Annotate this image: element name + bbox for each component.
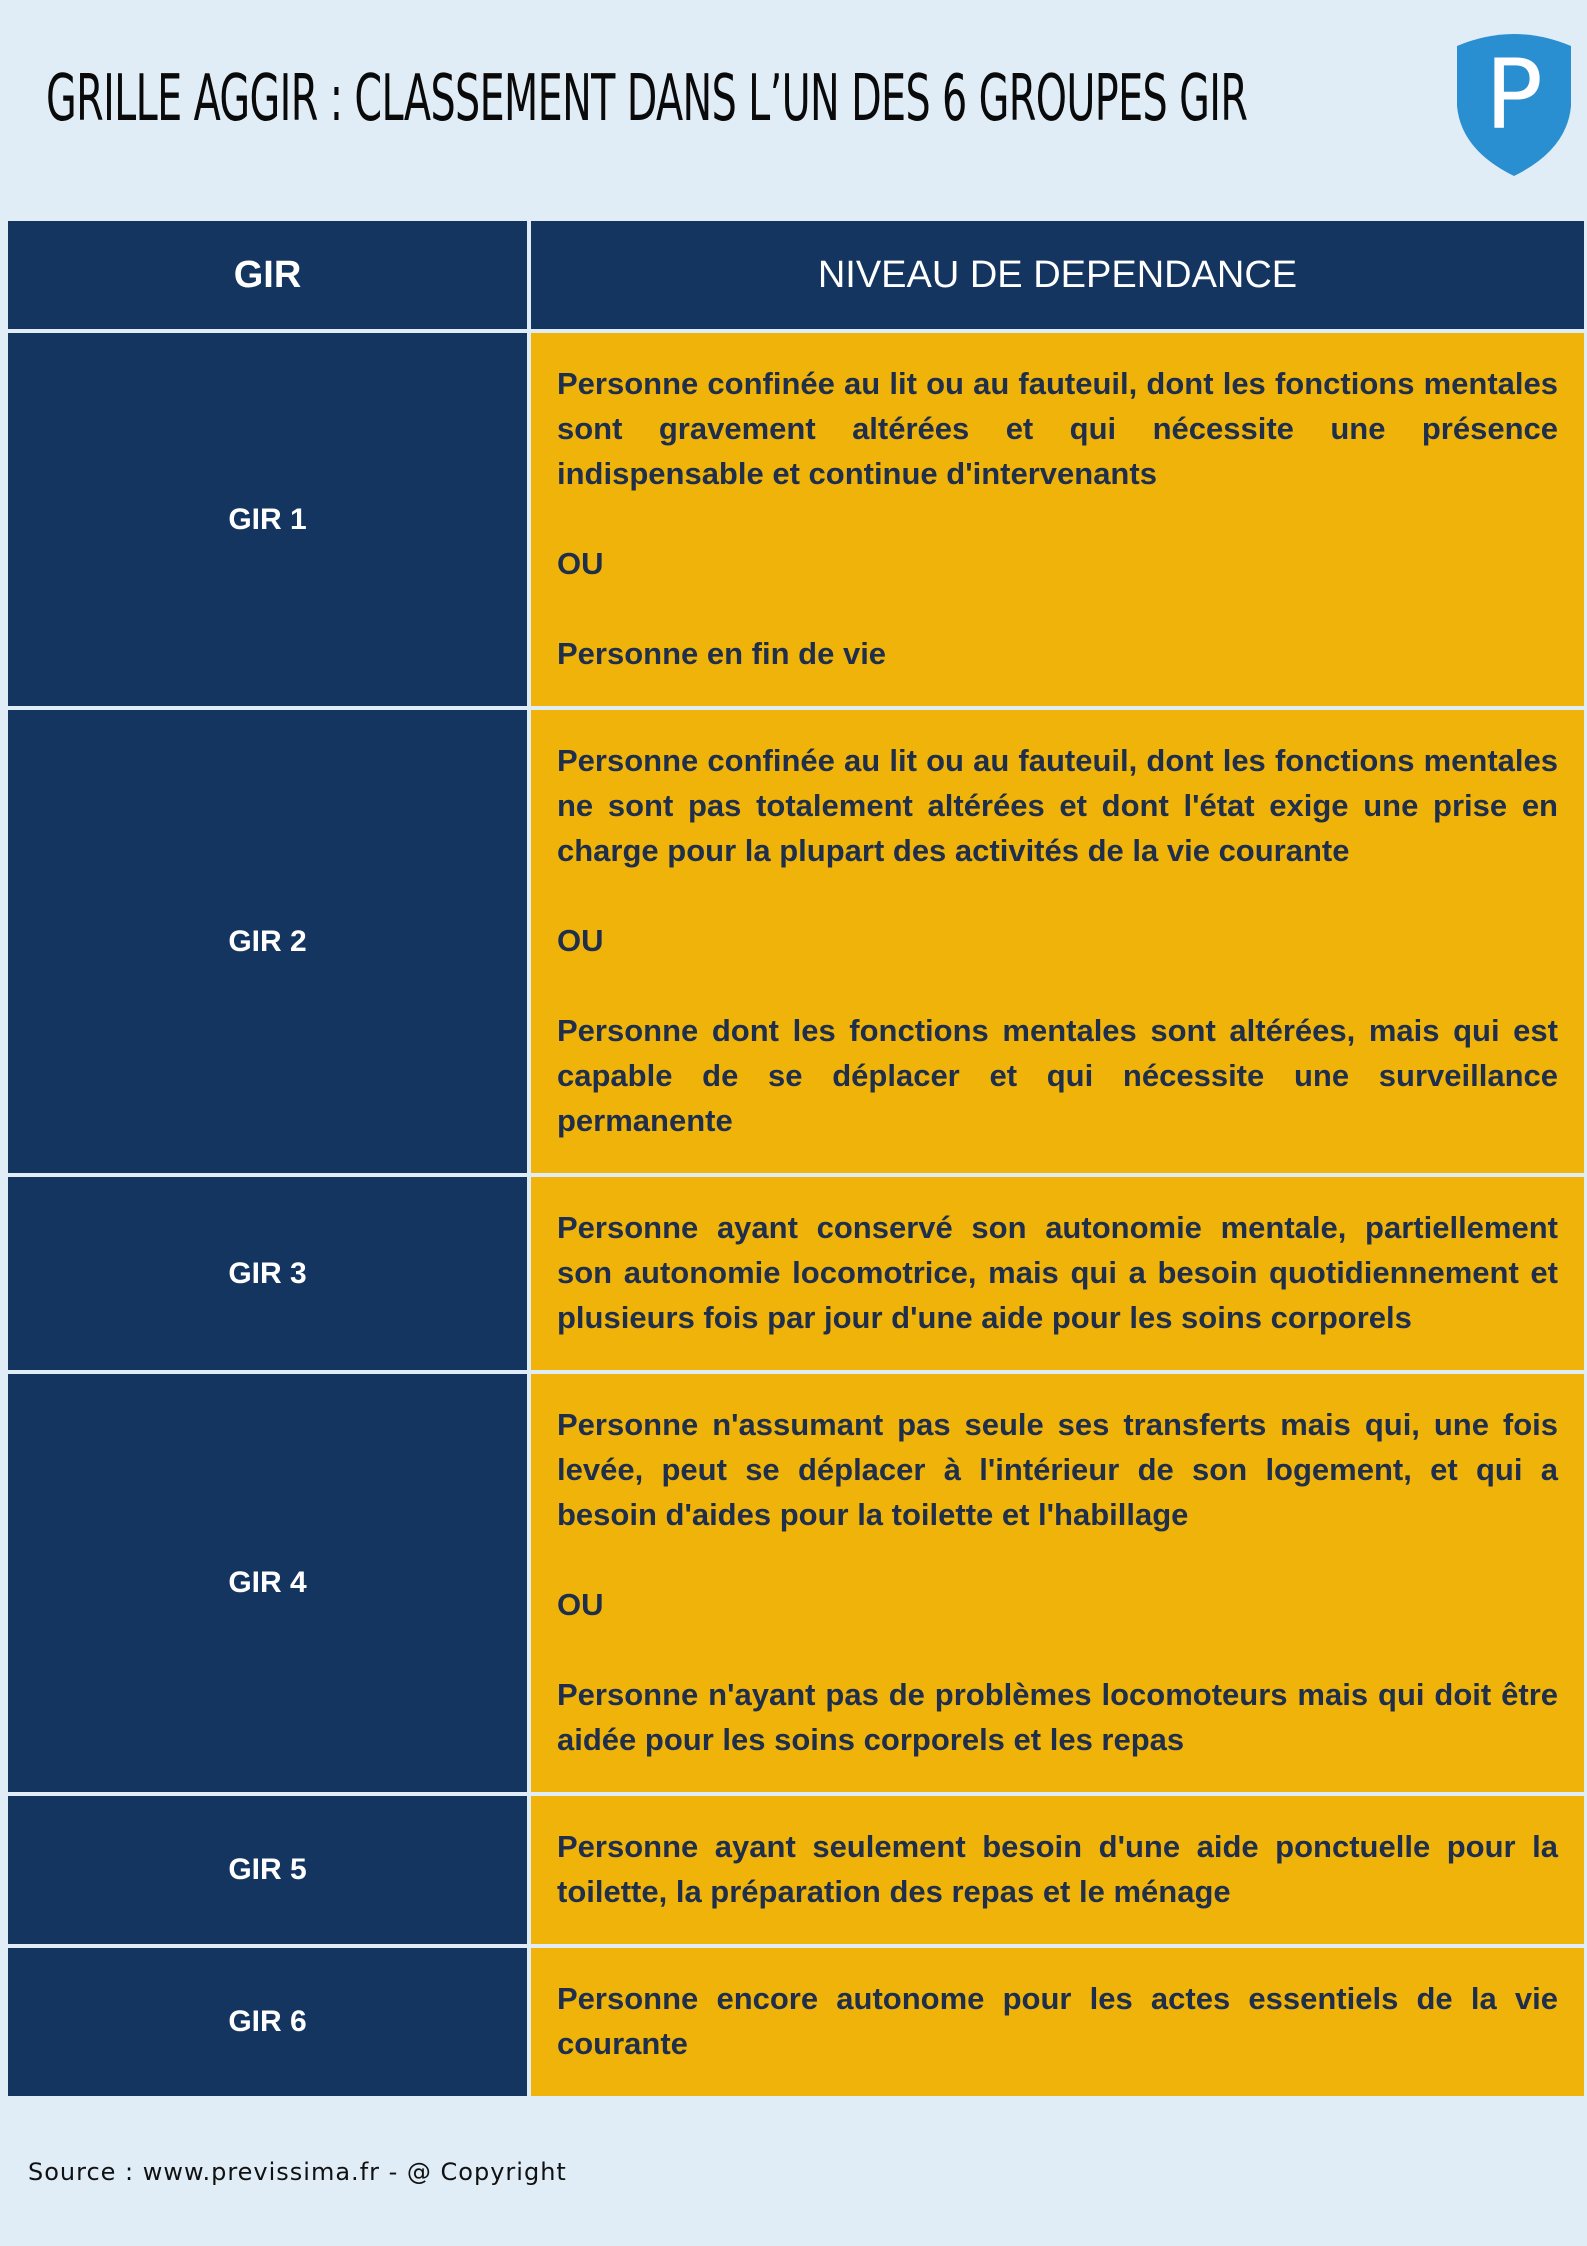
description-paragraph: Personne n'ayant pas de problèmes locomoteurs mais qui doit être aidée pour les soins corporels et les repas bbox=[557, 1677, 1558, 1757]
gir-label: GIR 4 bbox=[6, 1372, 529, 1794]
table-row bbox=[6, 708, 1586, 1175]
description-paragraph: Personne confinée au lit ou au fauteuil, dont les fonctions mentales sont gravement altérées et qui nécessite une présence indispensable et continue d'intervenants bbox=[557, 366, 1558, 491]
dependency-description bbox=[529, 708, 1586, 1175]
description-paragraph: Personne dont les fonctions mentales sont altérées, mais qui est capable de se déplacer et qui nécessite une surveillance permanente bbox=[557, 1013, 1558, 1138]
description-paragraph: Personne en fin de vie bbox=[557, 636, 887, 671]
description-paragraph: Personne n'assumant pas seule ses transferts mais qui, une fois levée, peut se déplacer à l'intérieur de son logement, et qui a besoin d'aides pour la toilette et l'habillage bbox=[557, 1407, 1558, 1532]
source-footer: Source : www.previssima.fr - @ Copyright bbox=[28, 2158, 567, 2186]
or-separator: OU bbox=[557, 546, 604, 581]
table-row bbox=[6, 1946, 1586, 2098]
gir-label: GIR 3 bbox=[6, 1175, 529, 1372]
table-body bbox=[6, 331, 1586, 2098]
description-paragraph: Personne ayant seulement besoin d'une aide ponctuelle pour la toilette, la préparation des repas et le ménage bbox=[557, 1829, 1558, 1909]
page-title: GRILLE AGGIR : CLASSEMENT DANS L’UN DES 6 GROUPES GIR bbox=[46, 62, 1248, 136]
or-separator: OU bbox=[557, 1587, 604, 1622]
gir-label: GIR 5 bbox=[6, 1794, 529, 1946]
table-row bbox=[6, 1372, 1586, 1794]
svg-text:P: P bbox=[1485, 39, 1543, 151]
table-row bbox=[6, 1794, 1586, 1946]
header-gir: GIR bbox=[6, 219, 529, 331]
gir-label: GIR 1 bbox=[6, 331, 529, 708]
dependency-description bbox=[529, 331, 1586, 708]
dependency-description bbox=[529, 1946, 1586, 2098]
gir-label: GIR 2 bbox=[6, 708, 529, 1175]
gir-table bbox=[4, 217, 1587, 2100]
table-row bbox=[6, 331, 1586, 708]
table-row bbox=[6, 1175, 1586, 1372]
dependency-description bbox=[529, 1372, 1586, 1794]
gir-label: GIR 6 bbox=[6, 1946, 529, 2098]
description-paragraph: Personne encore autonome pour les actes essentiels de la vie courante bbox=[557, 1981, 1558, 2061]
previssima-logo-icon bbox=[1449, 28, 1579, 178]
header-dependency-level: NIVEAU DE DEPENDANCE bbox=[529, 219, 1586, 331]
dependency-description bbox=[529, 1175, 1586, 1372]
description-paragraph: Personne confinée au lit ou au fauteuil, dont les fonctions mentales ne sont pas totalement altérées et dont l'état exige une prise en charge pour la plupart des activités de la vie courante bbox=[557, 743, 1558, 868]
or-separator: OU bbox=[557, 923, 604, 958]
dependency-description bbox=[529, 1794, 1586, 1946]
description-paragraph: Personne ayant conservé son autonomie mentale, partiellement son autonomie locomotrice, mais qui a besoin quotidiennement et plusieurs fois par jour d'une aide pour les soins corporels bbox=[557, 1210, 1558, 1335]
table-header-row bbox=[6, 219, 1586, 331]
